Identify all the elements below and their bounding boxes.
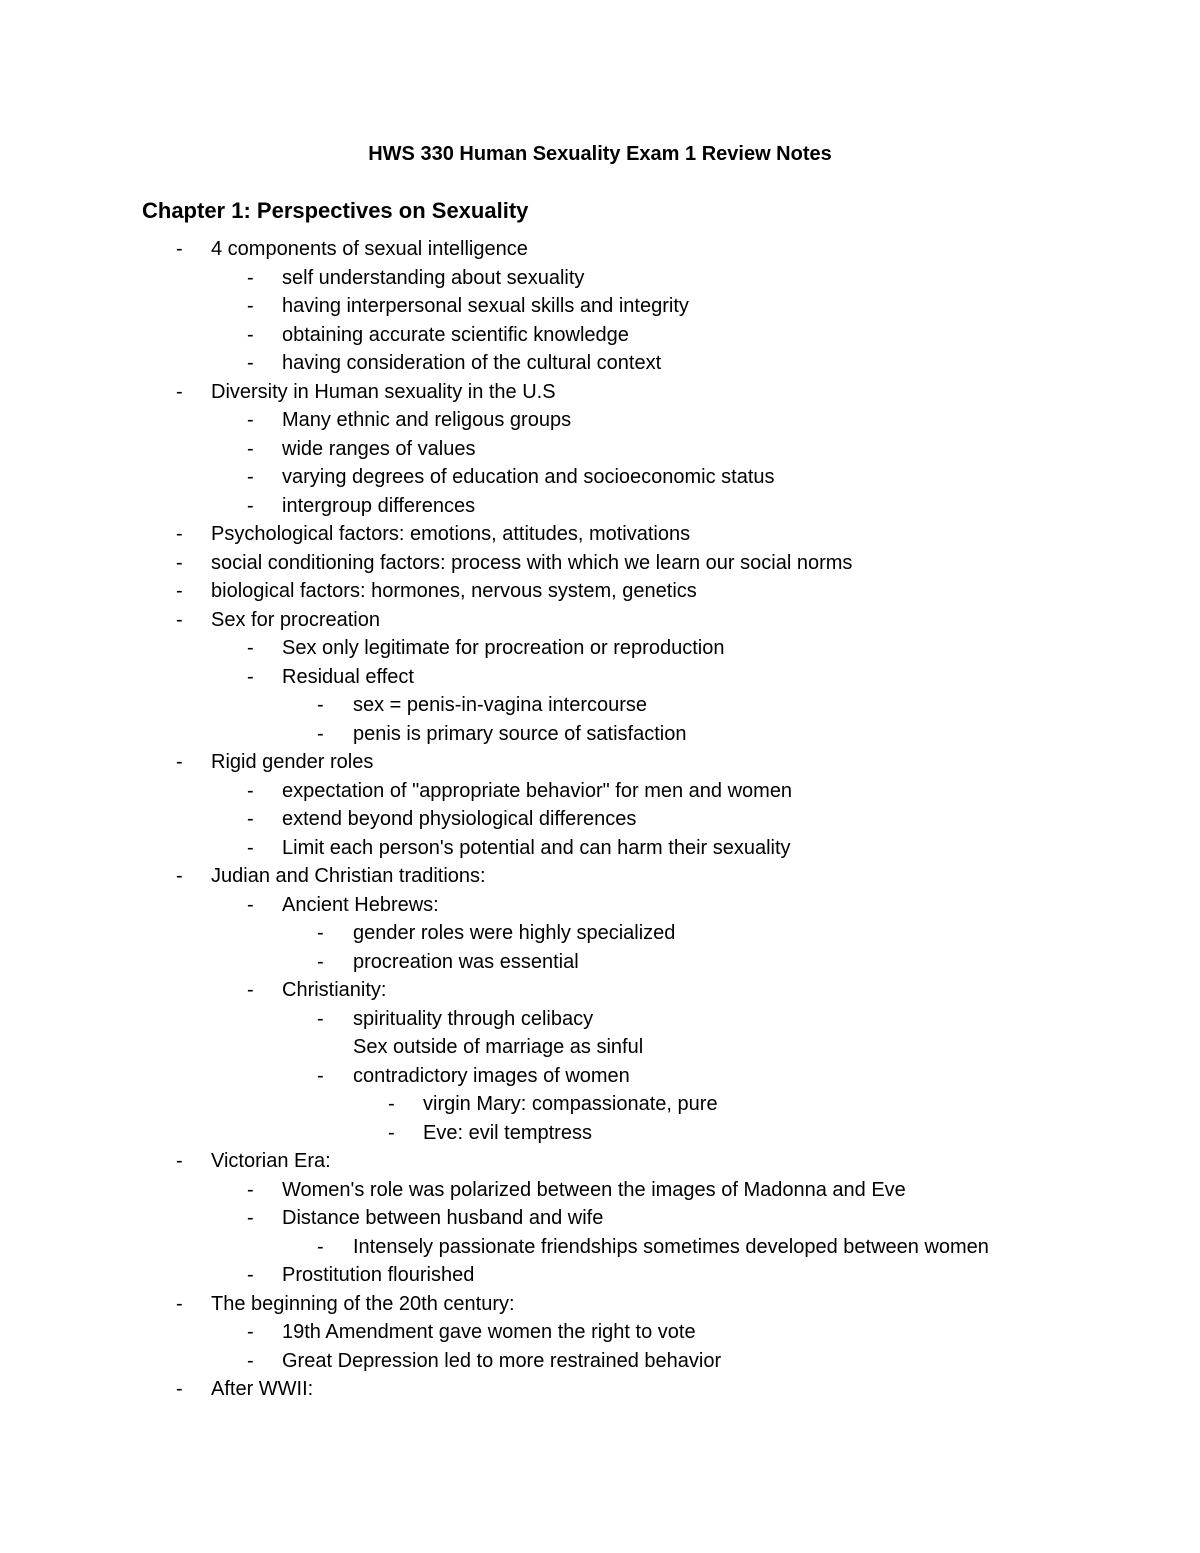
list-item-text: biological factors: hormones, nervous system, genetics xyxy=(211,580,697,602)
bullet-dash: - xyxy=(247,979,254,1001)
chapter-heading: Chapter 1: Perspectives on Sexuality xyxy=(142,198,529,223)
list-item xyxy=(0,406,1200,435)
list-item-text: The beginning of the 20th century: xyxy=(211,1292,515,1315)
bullet-dash: - xyxy=(176,580,183,602)
list-item xyxy=(0,634,1200,663)
bullet-dash: - xyxy=(176,523,183,545)
list-item xyxy=(0,663,1200,692)
notes-list xyxy=(0,235,1200,1404)
list-item xyxy=(0,1204,1200,1233)
list-item-text: spirituality through celibacy xyxy=(353,1007,594,1030)
list-item xyxy=(0,1176,1200,1205)
bullet-dash: - xyxy=(317,1007,324,1030)
bullet-dash: - xyxy=(247,352,254,374)
bullet-dash: - xyxy=(176,865,183,887)
list-item xyxy=(0,976,1200,1005)
list-item xyxy=(0,1375,1200,1404)
bullet-dash: - xyxy=(317,1235,324,1258)
list-item-text: Women's role was polarized between the images of Madonna and Eve xyxy=(282,1178,906,1201)
list-item-text: Residual effect xyxy=(282,665,414,688)
bullet-dash: - xyxy=(247,409,254,431)
list-item-text: Intensely passionate friendships sometimes developed between women xyxy=(353,1235,989,1258)
bullet-dash: - xyxy=(317,950,324,973)
list-item xyxy=(0,891,1200,920)
list-item xyxy=(0,549,1200,578)
list-item xyxy=(0,862,1200,891)
list-item-text: Victorian Era: xyxy=(211,1150,331,1172)
list-item-text: Diversity in Human sexuality in the U.S xyxy=(211,380,556,403)
list-item-text: penis is primary source of satisfaction xyxy=(353,722,687,745)
bullet-dash: - xyxy=(388,1121,395,1144)
list-item-text: Rigid gender roles xyxy=(211,751,374,773)
bullet-dash: - xyxy=(176,1378,183,1400)
list-item-text: Many ethnic and religous groups xyxy=(282,409,572,431)
list-item xyxy=(0,321,1200,350)
list-item xyxy=(0,292,1200,321)
list-item-text: sex = penis-in-vagina intercourse xyxy=(353,694,648,716)
list-item-text: wide ranges of values xyxy=(282,437,476,460)
list-item xyxy=(0,1261,1200,1290)
bullet-dash: - xyxy=(247,637,254,659)
list-item-text: Limit each person's potential and can harm their sexuality xyxy=(282,836,791,859)
bullet-dash: - xyxy=(317,694,324,716)
list-item-text: self understanding about sexuality xyxy=(282,266,585,289)
list-item-text: contradictory images of women xyxy=(353,1064,630,1087)
list-item-text: gender roles were highly specialized xyxy=(353,922,676,944)
document-title: HWS 330 Human Sexuality Exam 1 Review Notes xyxy=(368,143,832,165)
list-item xyxy=(0,1318,1200,1347)
list-item xyxy=(0,492,1200,521)
list-item xyxy=(0,1033,1200,1062)
bullet-dash: - xyxy=(388,1093,395,1115)
list-item-text: Sex only legitimate for procreation or reproduction xyxy=(282,637,725,659)
list-item-text: obtaining accurate scientific knowledge xyxy=(282,323,629,346)
list-item-text: Psychological factors: emotions, attitudes, motivations xyxy=(211,523,691,545)
bullet-dash: - xyxy=(317,922,324,944)
bullet-dash: - xyxy=(247,295,254,317)
bullet-dash: - xyxy=(247,1207,254,1229)
list-item xyxy=(0,948,1200,977)
list-item xyxy=(0,919,1200,948)
list-item-text: Ancient Hebrews: xyxy=(282,893,439,916)
bullet-dash: - xyxy=(247,437,254,460)
list-item xyxy=(0,1062,1200,1091)
list-item xyxy=(0,435,1200,464)
bullet-dash: - xyxy=(247,466,254,488)
list-item xyxy=(0,1147,1200,1176)
bullet-dash: - xyxy=(176,1292,183,1315)
list-item xyxy=(0,1090,1200,1119)
list-item xyxy=(0,577,1200,606)
bullet-dash: - xyxy=(176,380,183,403)
bullet-dash: - xyxy=(176,751,183,773)
list-item xyxy=(0,805,1200,834)
list-item-text: After WWII: xyxy=(211,1378,314,1400)
bullet-dash: - xyxy=(247,1178,254,1201)
list-item xyxy=(0,378,1200,407)
bullet-dash: - xyxy=(247,779,254,802)
bullet-dash: - xyxy=(317,722,324,745)
list-item xyxy=(0,606,1200,635)
list-item-text: Christianity: xyxy=(282,979,387,1001)
list-item xyxy=(0,720,1200,749)
bullet-dash: - xyxy=(247,494,254,517)
bullet-dash: - xyxy=(176,238,183,260)
list-item-text: Distance between husband and wife xyxy=(282,1207,604,1229)
list-item-text: Great Depression led to more restrained behavior xyxy=(282,1349,722,1372)
bullet-dash: - xyxy=(247,1264,254,1286)
list-item-text: Prostitution flourished xyxy=(282,1264,475,1286)
bullet-dash: - xyxy=(176,608,183,631)
list-item-text: procreation was essential xyxy=(353,950,579,973)
list-item-text: Sex outside of marriage as sinful xyxy=(353,1036,644,1058)
bullet-dash: - xyxy=(247,893,254,916)
bullet-dash: - xyxy=(247,266,254,289)
list-item-text: social conditioning factors: process with which we learn our social norms xyxy=(211,551,853,574)
list-item xyxy=(0,1119,1200,1148)
list-item-text: expectation of "appropriate behavior" for men and women xyxy=(282,779,793,802)
list-item xyxy=(0,1005,1200,1034)
list-item-text: having interpersonal sexual skills and integrity xyxy=(282,295,689,317)
list-item xyxy=(0,777,1200,806)
list-item xyxy=(0,349,1200,378)
bullet-dash: - xyxy=(247,836,254,859)
bullet-dash: - xyxy=(247,808,254,830)
bullet-dash: - xyxy=(176,551,183,574)
list-item xyxy=(0,691,1200,720)
list-item xyxy=(0,1290,1200,1319)
list-item-text: Judian and Christian traditions: xyxy=(211,865,486,887)
bullet-dash: - xyxy=(176,1150,183,1172)
bullet-dash: - xyxy=(247,665,254,688)
list-item-text: having consideration of the cultural context xyxy=(282,352,662,374)
list-item xyxy=(0,264,1200,293)
list-item xyxy=(0,520,1200,549)
list-item-text: virgin Mary: compassionate, pure xyxy=(423,1093,718,1115)
list-item-text: Eve: evil temptress xyxy=(423,1121,592,1144)
bullet-dash: - xyxy=(247,1321,254,1343)
bullet-dash: - xyxy=(247,1349,254,1372)
list-item-text: 19th Amendment gave women the right to vote xyxy=(282,1321,696,1343)
list-item-text: intergroup differences xyxy=(282,494,476,517)
list-item xyxy=(0,235,1200,264)
list-item-text: 4 components of sexual intelligence xyxy=(211,238,528,260)
list-item xyxy=(0,1347,1200,1376)
list-item xyxy=(0,463,1200,492)
bullet-dash: - xyxy=(317,1064,324,1087)
list-item-text: extend beyond physiological differences xyxy=(282,808,637,830)
list-item-text: Sex for procreation xyxy=(211,608,380,631)
list-item-text: varying degrees of education and socioeconomic status xyxy=(282,466,775,488)
list-item xyxy=(0,834,1200,863)
list-item xyxy=(0,748,1200,777)
bullet-dash: - xyxy=(247,323,254,346)
list-item xyxy=(0,1233,1200,1262)
